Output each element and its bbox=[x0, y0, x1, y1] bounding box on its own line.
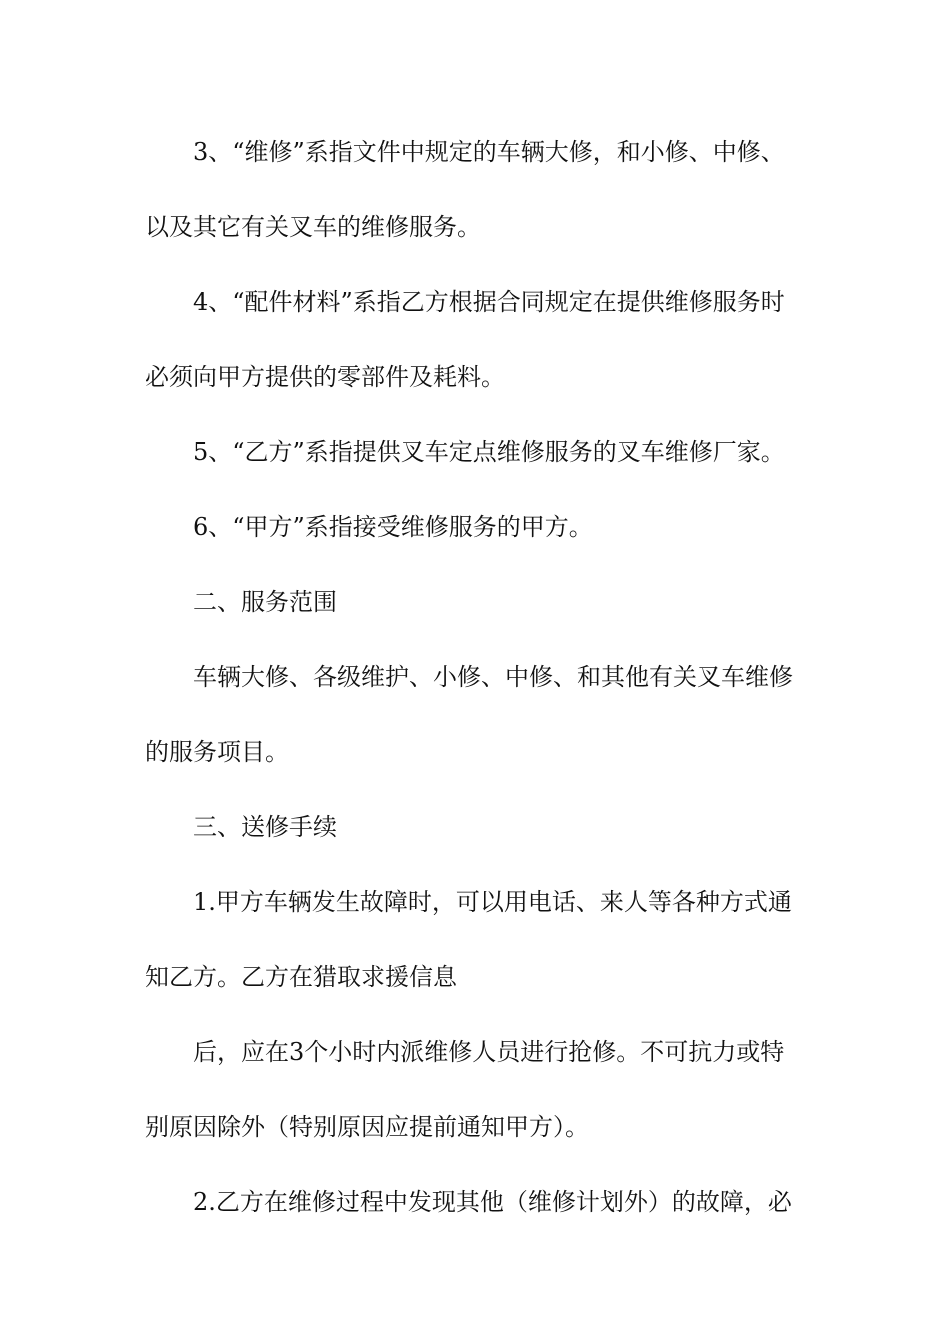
clause-4-line-2: 必须向甲方提供的零部件及耗料。 bbox=[145, 363, 505, 391]
procedure-2-line-1: 2.乙方在维修过程中发现其他（维修计划外）的故障，必 bbox=[193, 1188, 792, 1216]
procedure-1-line-1: 1.甲方车辆发生故障时，可以用电话、来人等各种方式通 bbox=[193, 888, 792, 916]
service-scope-line-2: 的服务项目。 bbox=[145, 738, 289, 766]
clause-5: 5、“乙方”系指提供叉车定点维修服务的叉车维修厂家。 bbox=[193, 438, 785, 466]
service-scope-line-1: 车辆大修、各级维护、小修、中修、和其他有关叉车维修 bbox=[193, 663, 793, 691]
clause-3-line-2: 以及其它有关叉车的维修服务。 bbox=[145, 213, 481, 241]
procedure-1-line-3: 后，应在3个小时内派维修人员进行抢修。不可抗力或特 bbox=[193, 1038, 785, 1066]
procedure-1-line-2: 知乙方。乙方在猎取求援信息 bbox=[145, 963, 457, 991]
clause-3-line-1: 3、“维修”系指文件中规定的车辆大修，和小修、中修、 bbox=[193, 138, 785, 166]
procedure-1-line-4: 别原因除外（特别原因应提前通知甲方）。 bbox=[145, 1113, 589, 1141]
clause-4-line-1: 4、“配件材料”系指乙方根据合同规定在提供维修服务时 bbox=[193, 288, 785, 316]
section-heading-repair-procedure: 三、送修手续 bbox=[193, 813, 337, 841]
section-heading-service-scope: 二、服务范围 bbox=[193, 588, 337, 616]
clause-6: 6、“甲方”系指接受维修服务的甲方。 bbox=[193, 513, 593, 541]
